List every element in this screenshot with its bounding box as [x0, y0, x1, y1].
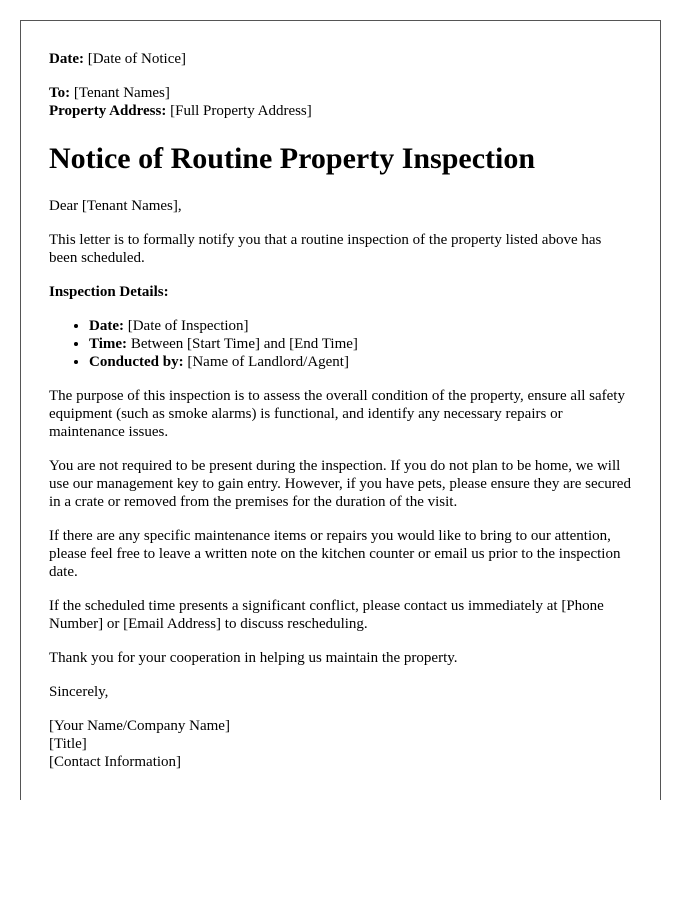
page-title: Notice of Routine Property Inspection: [49, 142, 536, 175]
presence-paragraph: You are not required to be present during the inspection. If you do not plan to be home, we will use our management key to gain entry. However, if you have pets, please ensure they are secured in a crate or removed from the premises for the duration of the visit.: [49, 458, 631, 510]
detail-item-time: • Time: Between [Start Time] and [End Time]: [89, 335, 632, 353]
signature-name: [Your Name/Company Name]: [49, 718, 230, 734]
intro-paragraph: This letter is to formally notify you that a routine inspection of the property listed above has been scheduled.: [49, 232, 602, 266]
details-heading: Inspection Details:: [49, 284, 169, 300]
thanks-paragraph: Thank you for your cooperation in helping us maintain the property.: [49, 650, 458, 666]
detail-item-conducted-by: • Conducted by: [Name of Landlord/Agent]: [89, 353, 632, 371]
property-address-line: [49, 102, 632, 120]
conflict-paragraph: If the scheduled time presents a significant conflict, please contact us immediately at [Phone Number] or [Email Address] to discuss rescheduling.: [49, 598, 604, 632]
maintenance-paragraph: If there are any specific maintenance items or repairs you would like to bring to our attention, please feel free to leave a written note on the kitchen counter or email us prior to the inspection date.: [49, 528, 621, 580]
recipient-line: [49, 84, 632, 102]
notice-date-line: [49, 50, 632, 68]
to-value: [Tenant Names]: [73, 85, 170, 101]
letter-page: [20, 20, 661, 800]
detail-item-date: • Date: [Date of Inspection]: [89, 317, 632, 335]
closing: Sincerely,: [49, 684, 109, 700]
signature-contact: [Contact Information]: [49, 754, 182, 770]
signature-title: [Title]: [49, 736, 87, 752]
details-list: [49, 317, 632, 371]
to-label: To:: [49, 85, 71, 101]
date-value: [Date of Notice]: [87, 51, 187, 67]
greeting: Dear [Tenant Names],: [49, 198, 182, 214]
signature-block: [49, 717, 632, 771]
purpose-paragraph: The purpose of this inspection is to assess the overall condition of the property, ensure all safety equipment (such as smoke alarms) is functional, and identify any necessary repairs or maintenance issues.: [49, 388, 625, 440]
address-label: Property Address:: [49, 103, 167, 119]
date-label: Date:: [49, 51, 84, 67]
address-value: [Full Property Address]: [170, 103, 312, 119]
